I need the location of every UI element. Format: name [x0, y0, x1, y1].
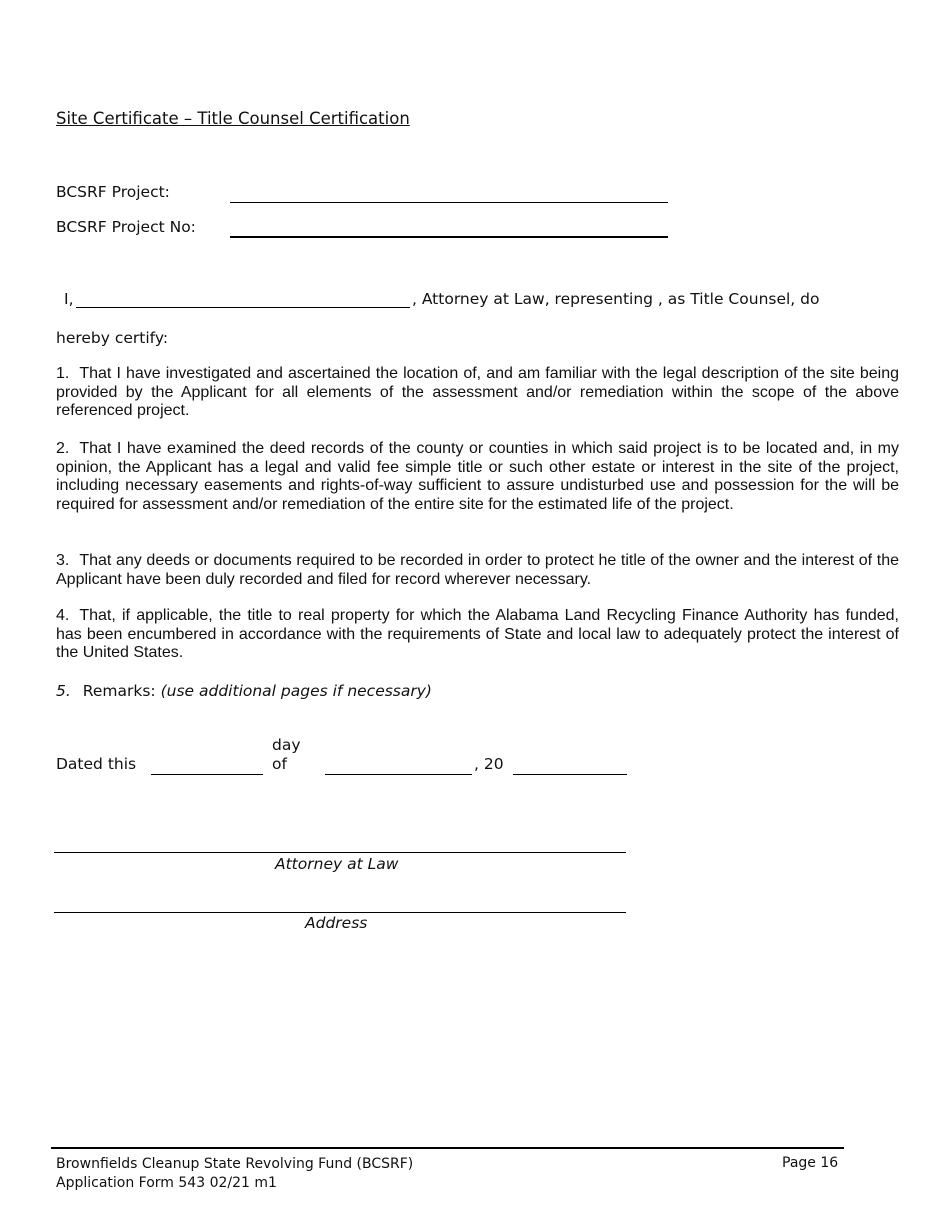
month-input-line[interactable] — [325, 774, 472, 775]
project-no-input-line[interactable] — [230, 236, 668, 238]
year-prefix: , 20 — [474, 755, 504, 773]
year-input-line[interactable] — [513, 774, 627, 775]
item-text: That, if applicable, the title to real property for which the Alabama Land Recycling Finance Authority has funded, has been encumbered in accordance with the requirements of State and local law to adequately protect the interest of the United States. — [56, 607, 899, 662]
intro-suffix: , Attorney at Law, representing , as Title Counsel, do — [412, 290, 820, 308]
item-number: 3. — [56, 552, 70, 569]
footer-form-id: Application Form 543 02/21 m1 — [56, 1175, 277, 1191]
day-label: day — [272, 736, 301, 754]
page-number: Page 16 — [782, 1155, 839, 1171]
attorney-at-law-label: Attorney at Law — [275, 855, 399, 873]
page-title: Site Certificate – Title Counsel Certification — [56, 109, 410, 128]
attorney-signature-line[interactable] — [54, 852, 626, 853]
certification-item-2 — [56, 440, 899, 514]
item-number: 2. — [56, 440, 70, 457]
project-no-label: BCSRF Project No: — [56, 218, 196, 236]
remarks — [56, 682, 432, 700]
dated-prefix: Dated this — [56, 755, 137, 773]
of-label: of — [272, 755, 287, 773]
day-input-line[interactable] — [151, 774, 263, 775]
project-input-line[interactable] — [230, 202, 668, 203]
address-label: Address — [305, 914, 368, 932]
certification-item-1 — [56, 365, 899, 421]
project-label: BCSRF Project: — [56, 183, 170, 201]
attorney-name-line[interactable] — [76, 307, 410, 308]
intro-prefix: I, — [64, 290, 74, 308]
intro-continuation: hereby certify: — [56, 329, 169, 347]
remarks-hint: (use additional pages if necessary) — [160, 682, 432, 700]
remarks-number: 5. — [56, 682, 71, 700]
item-number: 4. — [56, 607, 70, 624]
item-number: 1. — [56, 365, 70, 382]
footer-divider — [51, 1147, 844, 1149]
certification-item-3 — [56, 552, 899, 589]
item-text: That any deeds or documents required to be recorded in order to protect he title of the owner and the interest of the Applicant have been duly recorded and filed for record wherever necessary. — [56, 552, 899, 588]
footer-program: Brownfields Cleanup State Revolving Fund (BCSRF) — [56, 1156, 414, 1172]
remarks-label: Remarks: — [82, 682, 156, 700]
item-text: That I have examined the deed records of the county or counties in which said project is to be located and, in my opinion, the Applicant has a legal and valid fee simple title or such other estate or interest in the site of the project, including necessary easements and rights-of-way sufficient to assure undisturbed use and possession for the will be required for assessment and/or remediation of the entire site for the estimated life of the project. — [56, 440, 899, 513]
address-line[interactable] — [54, 912, 626, 913]
certification-item-4 — [56, 607, 899, 663]
item-text: That I have investigated and ascertained the location of, and am familiar with the legal description of the site being provided by the Applicant for all elements of the assessment and/or remediation within the scope of the above referenced project. — [56, 365, 899, 420]
